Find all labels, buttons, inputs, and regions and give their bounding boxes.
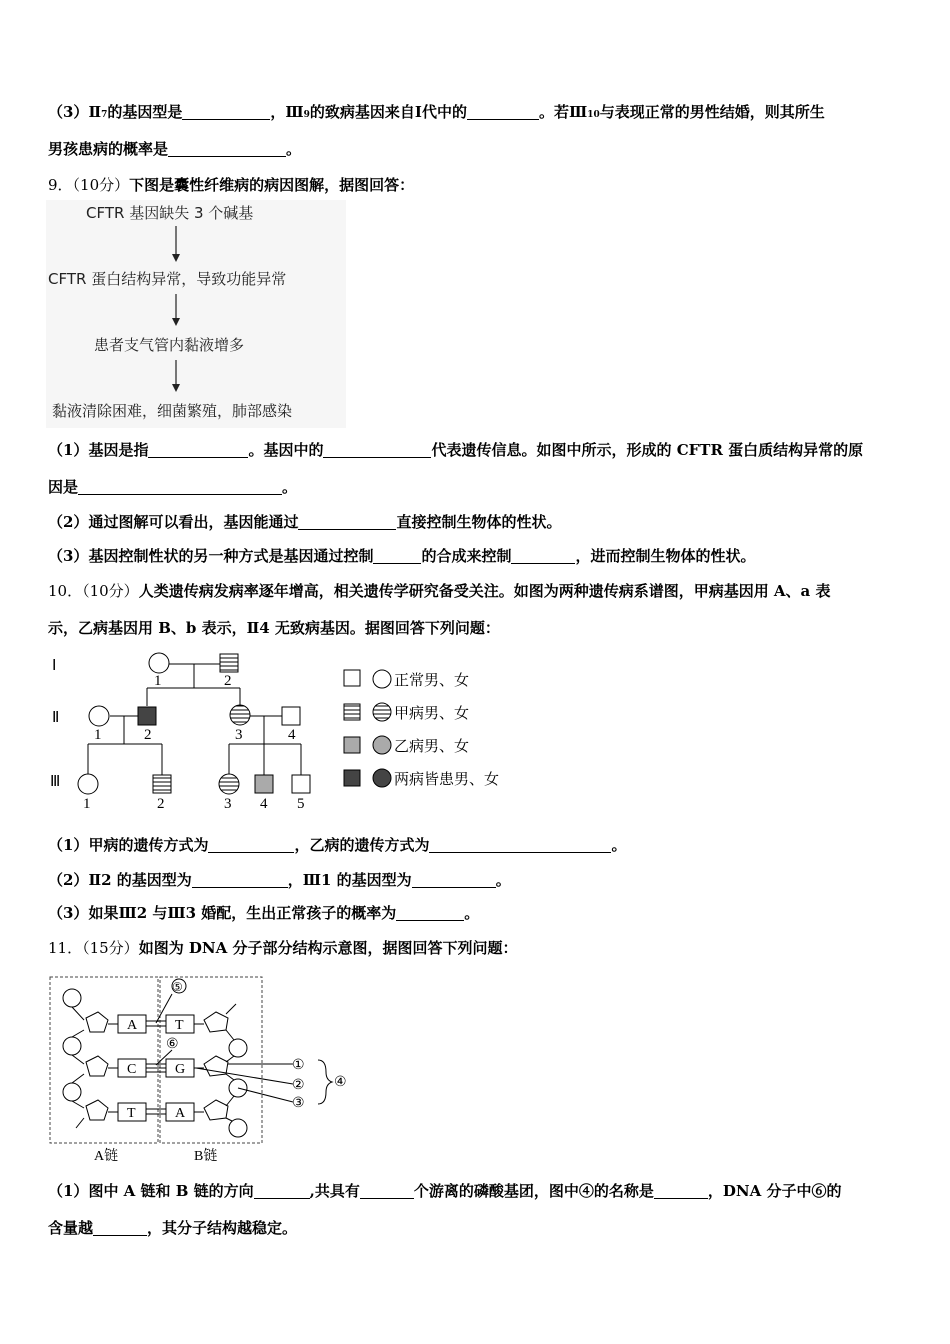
answer-blank[interactable] — [192, 871, 288, 888]
base-label: A — [127, 1018, 138, 1033]
deoxyribose-pentagon — [86, 1100, 108, 1120]
phosphate-circle — [229, 1119, 247, 1137]
member-number: 5 — [297, 796, 305, 812]
i1-normal-female — [149, 653, 169, 673]
answer-blank[interactable] — [298, 513, 396, 530]
phosphate-circle — [229, 1039, 247, 1057]
phosphate-circle — [63, 1083, 81, 1101]
q9-part1-line1: （1）基因是指 。基因中的 代表遗传信息。如图中所示，形成的 CFTR 蛋白质结构异常的原 — [48, 441, 864, 459]
iii1-normal-female — [78, 774, 98, 794]
iii5-normal-male — [292, 775, 310, 793]
legend-label: 正常男、女 — [394, 671, 470, 689]
q9-part3: （3）基因控制性状的另一种方式是基因通过控制 的合成来控制 ，进而控制生物体的性状。 — [48, 547, 756, 565]
q9-stem: 9．（10分）下图是囊性纤维病的病因图解，据图回答： — [48, 176, 415, 194]
base-label: C — [127, 1062, 137, 1077]
q10-part1: （1）甲病的遗传方式为 ，乙病的遗传方式为 。 — [48, 836, 627, 854]
answer-blank[interactable] — [412, 871, 496, 888]
marker-1: ① — [292, 1058, 305, 1073]
member-number: 3 — [224, 796, 232, 812]
answer-blank[interactable] — [360, 1182, 414, 1199]
q11-part1-line2: 含量越 ，其分子结构越稳定。 — [48, 1219, 298, 1237]
flow-step-2: CFTR 蛋白结构异常，导致功能异常 — [48, 270, 287, 288]
generation-label: Ⅰ — [52, 658, 57, 674]
answer-blank[interactable] — [396, 904, 464, 921]
deoxyribose-pentagon — [86, 1056, 108, 1076]
answer-blank[interactable] — [168, 140, 286, 157]
member-number: 4 — [260, 796, 268, 812]
legend-disease-a-male-icon — [344, 704, 360, 720]
base-label: A — [175, 1106, 186, 1121]
q11-stem: 11．（15分）如图为 DNA 分子部分结构示意图，据图回答下列问题： — [48, 939, 518, 957]
deoxyribose-pentagon — [86, 1012, 108, 1032]
legend-disease-b-male-icon — [344, 737, 360, 753]
iii2-disease-a-male — [153, 775, 171, 793]
dna-structure-diagram — [46, 968, 356, 1168]
question-number: 11． — [48, 939, 83, 957]
answer-blank[interactable] — [429, 836, 611, 853]
base-label: T — [127, 1106, 136, 1121]
deoxyribose-pentagon — [204, 1100, 228, 1120]
member-number: 2 — [157, 796, 165, 812]
q10-stem-line2: 示，乙病基因用 B、b 表示，Ⅱ4 无致病基因。据图回答下列问题： — [48, 619, 500, 637]
answer-blank[interactable] — [182, 103, 270, 120]
q11-part1-line1: （1）图中 A 链和 B 链的方向 ,共具有 个游离的磷酸基团，图中④的名称是 ，DNA 分子中⑥的 — [48, 1182, 842, 1200]
member-number: 1 — [94, 727, 102, 743]
legend-both-male-icon — [344, 770, 360, 786]
answer-blank[interactable] — [148, 441, 248, 458]
marker-4: ④ — [334, 1075, 347, 1090]
i2-disease-a-male — [220, 654, 238, 672]
phosphate-circle — [63, 1037, 81, 1055]
deoxyribose-pentagon — [204, 1012, 228, 1032]
base-label: T — [175, 1018, 184, 1033]
generation-label: Ⅲ — [50, 774, 61, 790]
answer-blank[interactable] — [654, 1182, 708, 1199]
answer-blank[interactable] — [208, 836, 294, 853]
marker-3: ③ — [292, 1096, 305, 1111]
q10-part2: （2）Ⅱ2 的基因型为 ，Ⅲ1 的基因型为 。 — [48, 871, 511, 889]
q10-part3: （3）如果Ⅲ2 与Ⅲ3 婚配，生出正常孩子的概率为 。 — [48, 904, 480, 922]
answer-blank[interactable] — [373, 547, 421, 564]
legend-normal-male-icon — [344, 670, 360, 686]
legend-label: 乙病男、女 — [394, 737, 470, 755]
base-label: G — [175, 1062, 186, 1077]
marker-2: ② — [292, 1078, 305, 1093]
question-score: （15分） — [82, 939, 139, 957]
answer-blank[interactable] — [254, 1182, 310, 1199]
ii4-normal-male — [282, 707, 300, 725]
marker-6: ⑥ — [166, 1037, 179, 1052]
generation-label: Ⅱ — [52, 710, 60, 726]
q8-part3-line1: （3）Ⅱ7的基因型是 ，Ⅲ9的致病基因来自Ⅰ代中的 。若Ⅲ10与表现正常的男性结婚，则其所生 — [48, 103, 825, 121]
marker-5: ⑤ — [172, 980, 183, 994]
flow-step-1: CFTR 基因缺失 3 个碱基 — [86, 204, 254, 222]
ii1-normal-female — [89, 706, 109, 726]
member-number: 4 — [288, 727, 296, 743]
member-number: 2 — [144, 727, 152, 743]
member-number: 2 — [224, 673, 232, 689]
ii2-both-diseases-male — [138, 707, 156, 725]
answer-blank[interactable] — [93, 1219, 147, 1236]
chain-b-label: B链 — [194, 1149, 218, 1164]
answer-blank[interactable] — [78, 478, 282, 495]
cftr-flow-diagram — [46, 200, 346, 428]
pedigree-chart — [44, 648, 524, 816]
question-number: 10． — [48, 582, 83, 600]
answer-blank[interactable] — [511, 547, 575, 564]
q9-part1-line2: 因是 。 — [48, 478, 298, 496]
legend-label: 两病皆患男、女 — [394, 770, 500, 788]
ii3-disease-a-female — [230, 705, 250, 725]
legend-disease-a-female-icon — [373, 703, 391, 721]
q9-part2: （2）通过图解可以看出，基因能通过 直接控制生物体的性状。 — [48, 513, 562, 531]
answer-blank[interactable] — [467, 103, 539, 120]
member-number: 1 — [154, 673, 162, 689]
answer-blank[interactable] — [323, 441, 431, 458]
brace-icon — [318, 1060, 332, 1104]
iii4-disease-b-male — [255, 775, 273, 793]
legend-normal-female-icon — [373, 670, 391, 688]
chain-a-label: A链 — [94, 1149, 119, 1164]
legend-label: 甲病男、女 — [394, 704, 470, 722]
flow-step-4: 黏液清除困难，细菌繁殖，肺部感染 — [52, 402, 293, 420]
iii3-disease-a-female — [219, 774, 239, 794]
flow-step-3: 患者支气管内黏液增多 — [94, 336, 245, 354]
question-score: （10分） — [72, 176, 130, 194]
q10-stem-line1: 10．（10分）人类遗传病发病率逐年增高，相关遗传学研究备受关注。如图为两种遗传病系谱图，甲病基因用 A、a 表 — [48, 582, 831, 600]
q8-part3-line2: 男孩患病的概率是 。 — [48, 140, 302, 158]
member-number: 3 — [235, 727, 243, 743]
question-score: （10分） — [82, 582, 139, 600]
question-number: 9． — [48, 176, 73, 194]
legend-both-female-icon — [373, 769, 391, 787]
member-number: 1 — [83, 796, 91, 812]
legend-disease-b-female-icon — [373, 736, 391, 754]
phosphate-circle — [63, 989, 81, 1007]
